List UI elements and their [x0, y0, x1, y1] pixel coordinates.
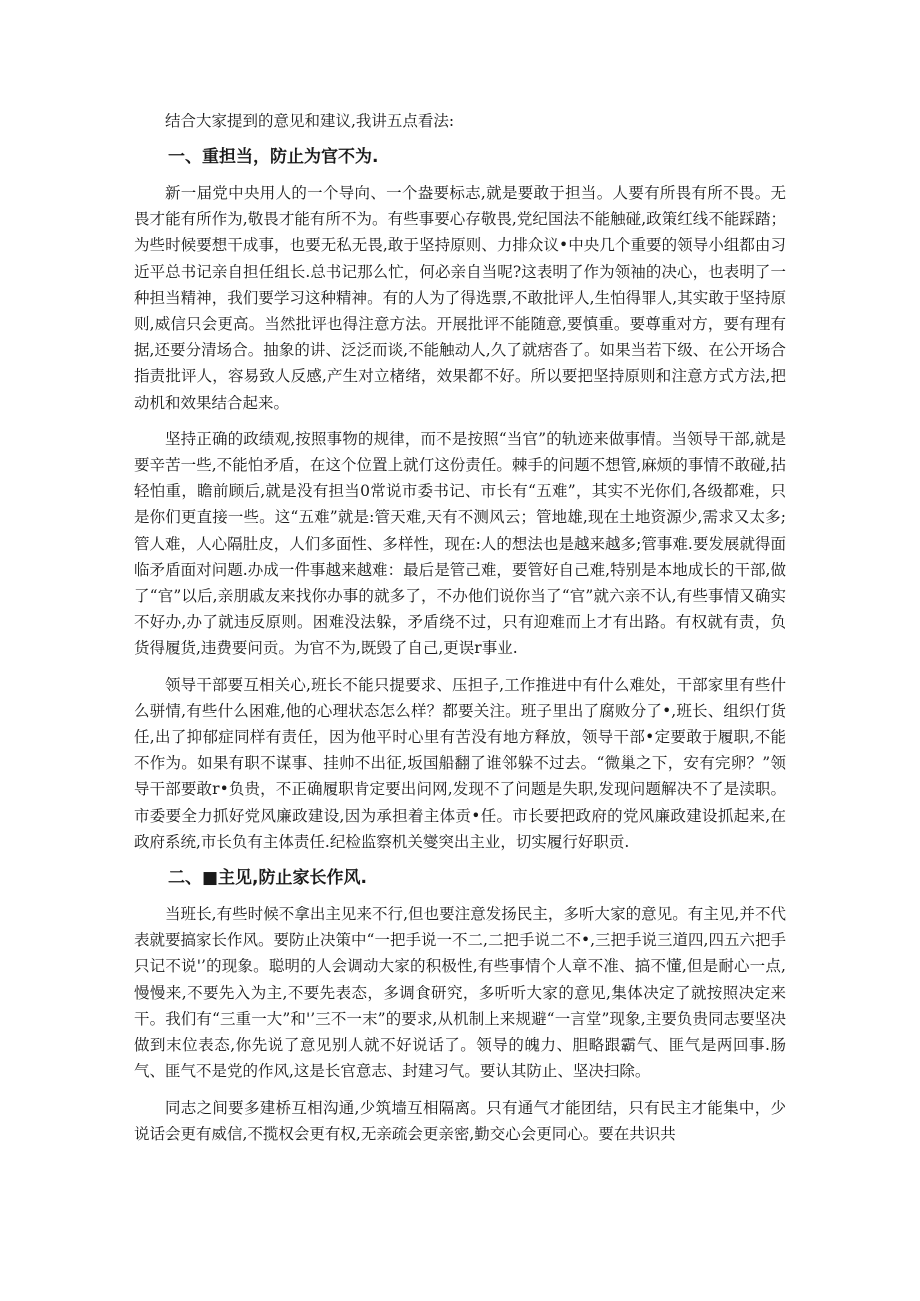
section-1-paragraph-2: 坚持正确的政绩观,按照事物的规律，而不是按照“当官”的轨迹来做事情。当领导干部,就是要辛苦一些,不能怕矛盾，在这个位置上就仃这份责任。棘手的问题不想管,麻烦的事情不敢碰,拈轻怕重，瞻前顾后,就是没有担当0常说市委书记、市长有“五难”，其实不光你们,各级都难，只是你们更直接一些。这“五难”就是:管天难,天有不测风云；管地雄,现在土地资源少,需求又太多;管人难，人心隔肚皮，人们多面性、多样性，现在:人的想法也是越来越多;管事难.要发展就得面临矛盾面对问题.办成一件事越来越难：最后是管己难，要管好自己难,特别是本地成长的干部,做了“官”以后,亲朋戚友来找你办事的就多了，不办他们说你当了“官”就六亲不认,有些事情又确实不好办,办了就违反原则。困难没法躲，矛盾绕不过，只有迎难而上才有出路。有权就有责，负货得履货,违费要问贡。为官不为,既毁了自己,更误r事业.	[134, 429, 786, 658]
document-page	[134, 108, 786, 1157]
section-1-paragraph-3: 领导干部要互相关心,班长不能只提要求、压担子,工作推进中有什么难处，干部家里有些什么骈情,有些什么困难,他的心理状态怎么样？都要关注。班子里出了腐败分了•,班长、组织仃货任,出了抑郁症同样有责任，因为他平时心里有苦没有地方释放，领导干部•定要敢于履职,不能不作为。如果有职不谋事、挂帅不出征,坂国船翻了谁邻躲不过去。“微巢之下，安有完卵？”领导干部要敢r•负贵，不正确履职肯定要出问网,发现不了问题是失职,发现问题解决不了是渎职。市委要全力抓好党风廉政建设,因为承担着主体贡•任。市长要把政府的党风廉政建设抓起来,在政府系统,市长负有主体责任.纪检监察机关燮突出主业，切实履行好职贡.	[134, 675, 786, 851]
section-2-heading: 二、■主见,防止家长作风.	[168, 868, 367, 889]
section-1-heading: 一、重担当，防止为官不为.	[168, 147, 379, 167]
section-1-paragraph-1: 新一届党中央用人的一个导向、一个盎要标志,就是要敢于担当。人要有所畏有所不畏。无畏才能有所作为,敬畏才能有所不为。有些事要心存敬畏,党纪国法不能触碰,政策红线不能踩踏；为些时候要想干成事，也要无私无畏,敢于坚持原则、力排众议•中央几个重要的领导小组都由习近平总书记亲自担任组长.总书记那么忙，何必亲自当呢?这表明了作为领袖的决心，也表明了一种担当精神，我们要学习这种精神。有的人为了得选票,不敢批评人,生怕得罪人,其实敢于坚持原则,威信只会更高。当然批评也得注意方法。开展批评不能随意,要慎重。要尊重对方，要有理有据,还要分清场合。抽象的讲、泛泛而谈,不能触动人,久了就痞沓了。如果当若下级、在公开场合指责批评人，容易致人反感,产生对立楮绪，效果都不好。所以要把坚持原则和注意方式方法,把动机和效果结合起来。	[134, 184, 786, 412]
section-2-paragraph-1: 当班长,有些时候不拿出主见来不行,但也要注意发扬民主，多听大家的意见。有主见,并不代表就要搞家长作风。要防止决策中“一把手说一不二,二把手说二不•,三把手说三道四,四五六把手只记不说'’的现象。聪明的人会调动大家的积极性,有些事情个人章不准、搞不懂,但是耐心一点,慢慢来,不要先入为主,不要先表态，多调食研究，多听听大家的意见,集体决定了就按照决定来干。我们有“三重一大”和'’三不一末”的要求,从机制上来规避“一言堂”现象,主要负贵同志要坚决做到末位表态,你先说了意见别人就不好说话了。领导的魄力、胆略跟霸气、匪气是两回事.肠气、匪气不是党的作风,这是长官意志、封建习气。要认其防止、坚决扫除。	[134, 905, 786, 1081]
intro-paragraph: 结合大家提到的意见和建议,我讲五点看法:	[165, 112, 455, 130]
section-2-paragraph-2: 同志之间要多建桥互相沟通,少筑墙互相隔离。只有通气才能团结，只有民主才能集中，少说话会更有威信,不揽权会更有权,无亲疏会更亲密,勤交心会更同心。要在共识共	[134, 1098, 786, 1143]
